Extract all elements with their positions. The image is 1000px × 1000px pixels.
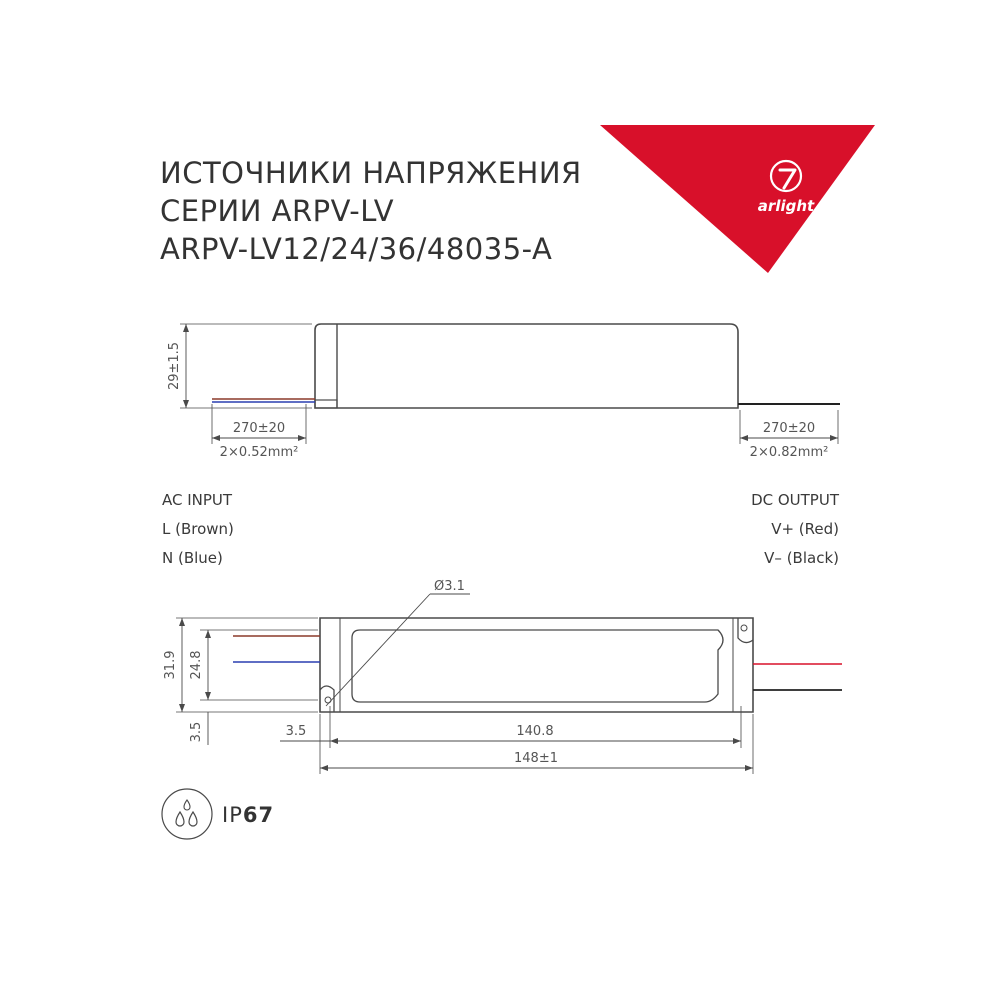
mount-hole-right — [741, 625, 747, 631]
hole-leader-line — [326, 594, 430, 706]
ip-prefix: IP — [222, 803, 243, 827]
hole-spacing-label: 140.8 — [516, 724, 554, 739]
input-cable-length: 270±20 — [232, 421, 286, 436]
outer-width-label: 31.9 — [163, 650, 178, 680]
ip-rating — [222, 803, 274, 827]
input-line-2: N (Blue) — [162, 549, 223, 567]
ip-value: 67 — [242, 803, 275, 827]
output-line-1: V+ (Red) — [771, 520, 839, 538]
title-line-3: ARPV-LV12/24/36/48035-A — [160, 232, 553, 266]
input-heading: AC INPUT — [162, 491, 233, 509]
output-line-2: V– (Black) — [764, 549, 839, 567]
top-view — [176, 594, 842, 774]
output-cable-section: 2×0.82mm² — [749, 445, 829, 460]
output-cable-length: 270±20 — [762, 421, 816, 436]
input-cable-section: 2×0.52mm² — [219, 445, 299, 460]
input-line-1: L (Brown) — [162, 520, 234, 538]
water-drops-icon — [162, 789, 212, 839]
height-dim-label: 29±1.5 — [167, 341, 182, 391]
title-line-2: СЕРИИ ARPV-LV — [160, 194, 395, 228]
offset-v-label: 3.5 — [189, 721, 204, 743]
hole-dim-label: Ø3.1 — [434, 579, 465, 594]
brand-logo — [600, 125, 875, 273]
label-panel — [352, 630, 723, 702]
brand-name: arlight — [757, 197, 815, 215]
top-body — [320, 618, 753, 712]
side-cable-gland — [315, 400, 337, 408]
title-line-1: ИСТОЧНИКИ НАПРЯЖЕНИЯ — [160, 156, 582, 190]
inner-width-label: 24.8 — [189, 650, 204, 680]
offset-h-label: 3.5 — [285, 724, 307, 739]
brand-triangle — [600, 125, 875, 273]
side-body — [315, 324, 738, 408]
total-length-label: 148±1 — [514, 751, 558, 766]
output-heading: DC OUTPUT — [751, 491, 839, 509]
